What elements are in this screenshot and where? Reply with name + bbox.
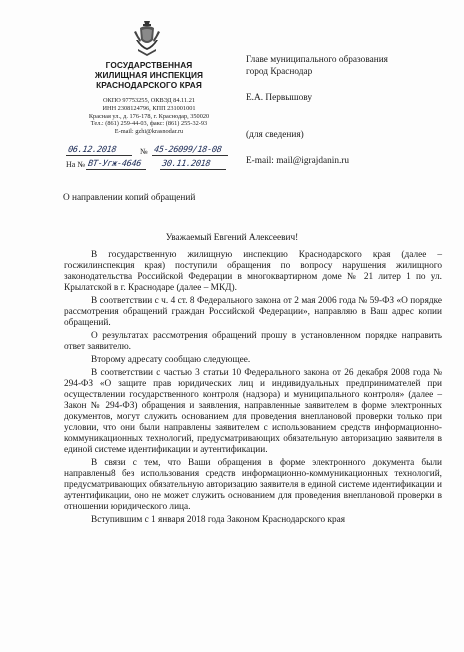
ref-number-underline (86, 169, 146, 170)
recipient-line-2: город Краснодар (246, 67, 313, 77)
organization-requisites (66, 97, 232, 136)
recipient-email: E-mail: mail@igrajdanin.ru (246, 156, 350, 166)
recipient-name: Е.А. Первышову (246, 93, 313, 103)
outgoing-number: 45-26099/18-08 (153, 145, 223, 155)
requisite-email: E-mail: gzhi@krasnodar.ru (114, 128, 184, 136)
requisite-okpo: ОКПО 97753255, ОКВЭД 84.11.21 (102, 97, 195, 104)
paragraph-7: Вступившим с 1 января 2018 года Законом Краснодарского края (91, 515, 346, 525)
recipient-note: (для сведения) (246, 130, 304, 140)
letter-subject: О направлении копий обращений (63, 193, 196, 203)
requisite-phone: Тел.: (861) 259-44-03, факс: (861) 255-32-93 (90, 120, 208, 128)
reference-number: ВТ-Угж-4646 (87, 159, 142, 169)
ref-date-underline (160, 169, 226, 170)
reference-date: 30.11.2018 (161, 159, 211, 169)
requisite-address: Красная ул., д. 176-178, г. Краснодар, 350020 (88, 112, 210, 120)
requisite-inn: ИНН 2308124796, КПП 231001001 (102, 104, 196, 112)
reference-label: На № (66, 160, 85, 169)
paragraph-4: Второму адресату сообщаю следующее. (91, 355, 251, 365)
date-underline (66, 155, 132, 156)
org-line-1: ГОСУДАРСТВЕННАЯ (105, 60, 193, 70)
letter-body (64, 250, 442, 528)
paragraph-5: В соответствии с частью 3 статьи 10 Федерального закона от 26 декабря 2008 года № 294-ФЗ «О защите прав юридических лиц и индивидуальных предпринимателей при осуществлении государственного контроля (надзора) и муниципального контроля» (далее – Закон № 294-ФЗ) обращения и заявления, направленные заявителем в форме электронных документов, могут служить основанием для проведения внеплановой проверки только при условии, что они были направлены заявителем с использованием средств информационно-коммуникационных технологий, предусматривающих обязательную авторизацию заявителя в единой системе идентификации и аутентификации. (64, 368, 442, 455)
number-label: № (140, 147, 148, 156)
org-line-2: ЖИЛИЩНАЯ ИНСПЕКЦИЯ (94, 70, 204, 80)
number-underline (152, 155, 228, 156)
outgoing-date: 06.12.2018 (67, 145, 117, 155)
paragraph-6: В связи с тем, что Ваши обращения в форме электронного документа были направлены8 без использования средств информационно-коммуникационных технологий, предусматривающих обязательную авторизацию заявителя в единой системе идентификации и аутентификации, оно не может служить основанием для проведения внеплановой проверки в отношении юридического лица. (64, 458, 442, 512)
paragraph-1: В государственную жилищную инспекцию Краснодарского края (далее – госжилинспекция края) поступили обращения по вопросу нарушения жилищного законодательства Российской Федерации в многоквартирном доме № 21 литер 1 по ул. Крылатской в г. Краснодаре (далее – МКД). (64, 250, 442, 293)
paragraph-3: О результатах рассмотрения обращений прошу в установленном порядке направить ответ заявителю. (64, 331, 442, 352)
organization-name (74, 60, 224, 90)
paragraph-2: В соответствии с ч. 4 ст. 8 Федерального закона от 2 мая 2006 года № 59-ФЗ «О порядке рассмотрения обращений граждан Российской Федерации», направляю в Ваш адрес копии обращений. (64, 296, 442, 328)
org-line-3: КРАСНОДАРСКОГО КРАЯ (96, 80, 202, 90)
salutation: Уважаемый Евгений Алексеевич! (165, 233, 299, 243)
recipient-line-1: Главе муниципального образования (246, 55, 388, 65)
coat-of-arms-emblem (130, 18, 164, 58)
